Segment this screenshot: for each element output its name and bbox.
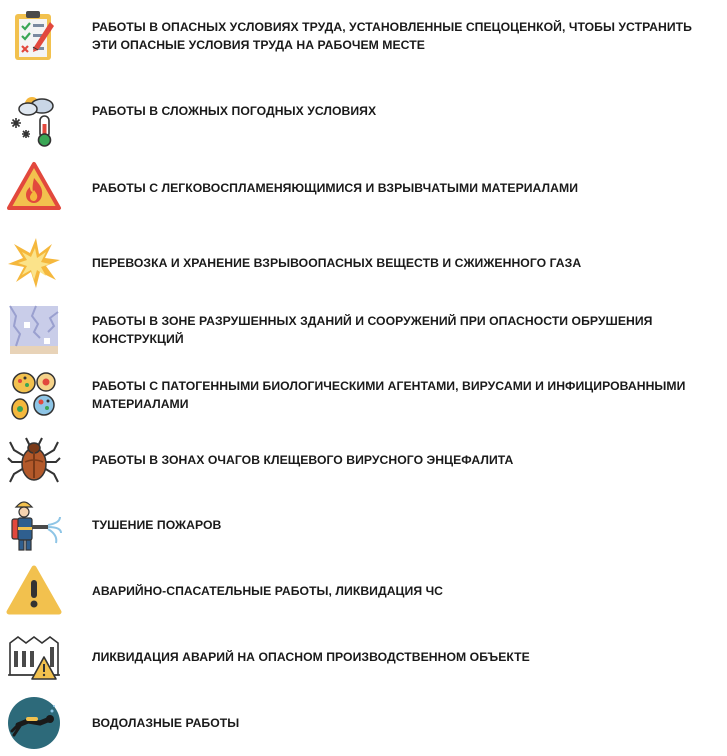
list-item-text: РАБОТЫ В ОПАСНЫХ УСЛОВИЯХ ТРУДА, УСТАНОВЛЕННЫЕ СПЕЦОЦЕНКОЙ, ЧТОБЫ УСТРАНИТЬ ЭТИ ОПАСНЫЕ УСЛОВИЯ ТРУДА НА РАБОЧЕМ МЕСТЕ [92, 20, 692, 52]
list-item [0, 367, 727, 423]
list-item-text: РАБОТЫ С ПАТОГЕННЫМИ БИОЛОГИЧЕСКИМИ АГЕНТАМИ, ВИРУСАМИ И ИНФИЦИРОВАННЫМИ МАТЕРИАЛАМИ [92, 379, 686, 411]
list-item-text: ПЕРЕВОЗКА И ХРАНЕНИЕ ВЗРЫВООПАСНЫХ ВЕЩЕСТВ И СЖИЖЕННОГО ГАЗА [92, 256, 582, 270]
list-item [0, 302, 727, 358]
checklist-clipboard-icon [6, 8, 62, 64]
list-item [0, 234, 727, 290]
list-item-text: РАБОТЫ В ЗОНАХ ОЧАГОВ КЛЕЩЕВОГО ВИРУСНОГО ЭНЦЕФАЛИТА [92, 453, 514, 467]
list-item [0, 160, 727, 216]
bacteria-virus-icon [6, 367, 62, 423]
weather-thermometer-icon [6, 92, 62, 148]
flammable-warning-icon [6, 160, 62, 216]
list-item-text: РАБОТЫ С ЛЕГКОВОСПЛАМЕНЯЮЩИМИСЯ И ВЗРЫВЧАТЫМИ МАТЕРИАЛАМИ [92, 181, 579, 195]
list-item-text: ВОДОЛАЗНЫЕ РАБОТЫ [92, 716, 240, 730]
list-item-text: ЛИКВИДАЦИЯ АВАРИЙ НА ОПАСНОМ ПРОИЗВОДСТВЕННОМ ОБЪЕКТЕ [92, 650, 530, 664]
list-item [0, 432, 727, 488]
list-item-text: АВАРИЙНО-СПАСАТЕЛЬНЫЕ РАБОТЫ, ЛИКВИДАЦИЯ ЧС [92, 584, 444, 598]
list-item-text: РАБОТЫ В ЗОНЕ РАЗРУШЕННЫХ ЗДАНИЙ И СООРУЖЕНИЙ ПРИ ОПАСНОСТИ ОБРУШЕНИЯ КОНСТРУКЦИЙ [92, 314, 653, 346]
list-item [0, 629, 727, 685]
industrial-accident-icon [6, 629, 62, 685]
list-item [0, 8, 727, 64]
firefighter-icon [6, 497, 62, 553]
list-item [0, 563, 727, 619]
list-item-text: РАБОТЫ В СЛОЖНЫХ ПОГОДНЫХ УСЛОВИЯХ [92, 104, 377, 118]
list-item [0, 695, 727, 751]
list-item [0, 497, 727, 553]
list-item-text: ТУШЕНИЕ ПОЖАРОВ [92, 518, 222, 532]
cracked-wall-icon [6, 302, 62, 358]
list-item [0, 92, 727, 148]
warning-triangle-icon [6, 563, 62, 619]
explosion-icon [6, 234, 62, 290]
tick-icon [6, 432, 62, 488]
diver-icon [6, 695, 62, 751]
